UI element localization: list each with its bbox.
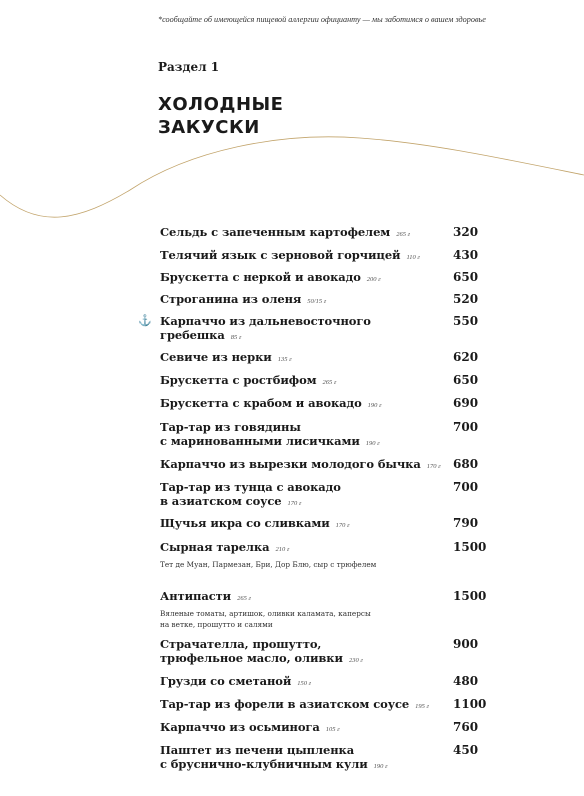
menu-item-name-line-2-text: гребешка [160,328,225,342]
menu-item [160,420,490,451]
menu-item [160,637,490,668]
menu-item-price: 900 [453,637,479,651]
menu-item-name [160,420,490,451]
menu-item-name-line-1: Тар-тар из говядины [160,420,301,434]
menu-item-name [160,396,490,413]
menu-item-name-line-1 [160,350,490,367]
menu-item-name-line-1 [160,396,490,413]
menu-item [160,743,490,774]
anchor-icon: ⚓ [138,314,152,327]
menu-item-weight: 170 г [287,500,302,507]
menu-item-price: 1100 [453,697,487,711]
allergy-note: *сообщайте об имеющейся пищевой аллергии официанту — мы заботимся о вашем здоровье [158,15,486,24]
menu-item-name [160,457,490,474]
menu-item-name [160,743,490,774]
menu-item-name-line-1 [160,516,490,533]
menu-item-price: 700 [453,420,479,434]
menu-item-name-line-2 [160,757,490,774]
menu-item-weight: 200 г [366,276,381,283]
menu-item-name [160,373,490,390]
menu-item-name-line-1-text: Щучья икра со сливками [160,516,330,530]
menu-item-description: Тет де Муан, Пармезан, Бри, Дор Блю, сыр с трюфелем [160,560,377,569]
menu-item-name-line-1 [160,248,490,265]
menu-item-name-line-1 [160,589,490,606]
menu-item-price: 680 [453,457,479,471]
menu-item-name [160,314,490,345]
menu-item-price: 550 [453,314,479,328]
menu-item [160,350,490,367]
menu-item-price: 480 [453,674,479,688]
menu-item [160,674,490,691]
menu-item-name [160,270,490,287]
menu-item-weight: 195 г [415,703,429,710]
menu-item [160,314,490,345]
page-title-line-1: ХОЛОДНЫЕ [158,94,284,115]
menu-item-name-line-2-text: трюфельное масло, оливки [160,651,343,665]
menu-item-name-line-1 [160,373,490,390]
menu-item [160,540,490,570]
menu-item-weight: 170 г [335,522,350,529]
menu-item [160,480,490,511]
menu-item-price: 650 [453,270,479,284]
menu-item-name-line-1 [160,270,490,287]
menu-item [160,270,490,287]
menu-item-description: Вяленые томаты, артишок, оливки каламата, каперсы на ветке, прошутто и салями [160,609,371,629]
menu-item-name [160,248,490,265]
menu-item-name [160,697,490,714]
menu-item-weight: 50/15 г [307,298,327,305]
menu-item-name-line-1-text: Брускетта с неркой и авокадо [160,270,361,284]
menu-item-price: 430 [453,248,479,262]
menu-item-price: 450 [453,743,479,757]
menu-item-name-line-1-text: Сырная тарелка [160,540,270,554]
menu-item-weight: 150 г [297,680,312,687]
menu-item-name [160,637,490,668]
menu-item-name-line-1: Паштет из печени цыпленка [160,743,355,757]
page-title-line-2: ЗАКУСКИ [158,117,260,138]
menu-item-weight: 265 г [322,379,337,386]
section-label: Раздел 1 [158,60,220,74]
menu-item-name-line-1-text: Телячий язык с зерновой горчицей [160,248,401,262]
menu-item-price: 790 [453,516,479,530]
menu-item-weight: 265 г [396,231,411,238]
menu-item-name-line-2-text: с бруснично-клубничным кули [160,757,368,771]
menu-item-weight: 190 г [365,440,380,447]
menu-item-price: 760 [453,720,479,734]
menu-item [160,720,490,737]
menu-item-name [160,589,490,606]
menu-item-name [160,225,490,242]
menu-item-name-line-2 [160,494,490,511]
menu-item [160,225,490,242]
menu-item-name [160,516,490,533]
menu-item-name [160,540,490,557]
menu-item-name [160,480,490,511]
menu-item [160,248,490,265]
menu-item [160,697,490,714]
menu-item-name-line-1 [160,540,490,557]
menu-item-name [160,720,490,737]
menu-item-price: 520 [453,292,479,306]
menu-item-name-line-1-text: Карпаччо из осьминога [160,720,320,734]
menu-item-weight: 85 г [230,334,242,341]
menu-item-price: 320 [453,225,479,239]
menu-item-name-line-1 [160,674,490,691]
menu-item [160,292,490,309]
menu-item-price: 1500 [453,540,487,554]
menu-item-weight: 190 г [373,763,388,770]
menu-item-weight: 105 г [325,726,340,733]
menu-item-name-line-1-text: Строганина из оленя [160,292,302,306]
menu-item-weight: 210 г [275,546,290,553]
menu-item-name-line-1-text: Тар-тар из форели в азиатском соусе [160,697,410,711]
menu-item-name-line-1-text: Грузди со сметаной [160,674,292,688]
menu-item-name-line-2-text: в азиатском соусе [160,494,282,508]
menu-item [160,516,490,533]
menu-item-name-line-1 [160,697,490,714]
menu-item-name [160,292,490,309]
menu-item-price: 690 [453,396,479,410]
menu-item-weight: 230 г [348,657,363,664]
menu-item-name [160,674,490,691]
menu-item-name-line-1: Страчателла, прошутто, [160,637,322,651]
menu-item-name-line-1 [160,720,490,737]
menu-item-weight: 265 г [237,595,251,602]
menu-item-name-line-1-text: Карпаччо из вырезки молодого бычка [160,457,421,471]
menu-item-weight: 135 г [277,356,292,363]
menu-item-weight: 170 г [426,463,441,470]
menu-item-name-line-1 [160,225,490,242]
menu-item [160,589,490,630]
menu-item [160,396,490,413]
menu-item-price: 620 [453,350,479,364]
menu-item-name-line-2-text: с маринованными лисичками [160,434,360,448]
menu-item-weight: 110 г [406,254,420,261]
menu-item-name-line-1: Тар-тар из тунца с авокадо [160,480,341,494]
menu-item-weight: 190 г [367,402,382,409]
menu-item-price: 700 [453,480,479,494]
menu-item-price: 1500 [453,589,487,603]
menu-item-price: 650 [453,373,479,387]
menu-item-name-line-2 [160,434,490,451]
menu-item [160,373,490,390]
menu-item-name-line-1-text: Брускетта с ростбифом [160,373,317,387]
menu-item-name-line-1-text: Севиче из нерки [160,350,272,364]
menu-item-name [160,350,490,367]
menu-item-name-line-1-text: Антипасти [160,589,232,603]
menu-item-name-line-1: Карпаччо из дальневосточного [160,314,371,328]
menu-item-name-line-1 [160,457,490,474]
menu-item-name-line-2 [160,651,490,668]
menu-item-name-line-1-text: Брускетта с крабом и авокадо [160,396,362,410]
menu-item-name-line-1 [160,292,490,309]
menu-item-name-line-1-text: Сельдь с запеченным картофелем [160,225,391,239]
menu-item [160,457,490,474]
menu-item-name-line-2 [160,328,490,345]
